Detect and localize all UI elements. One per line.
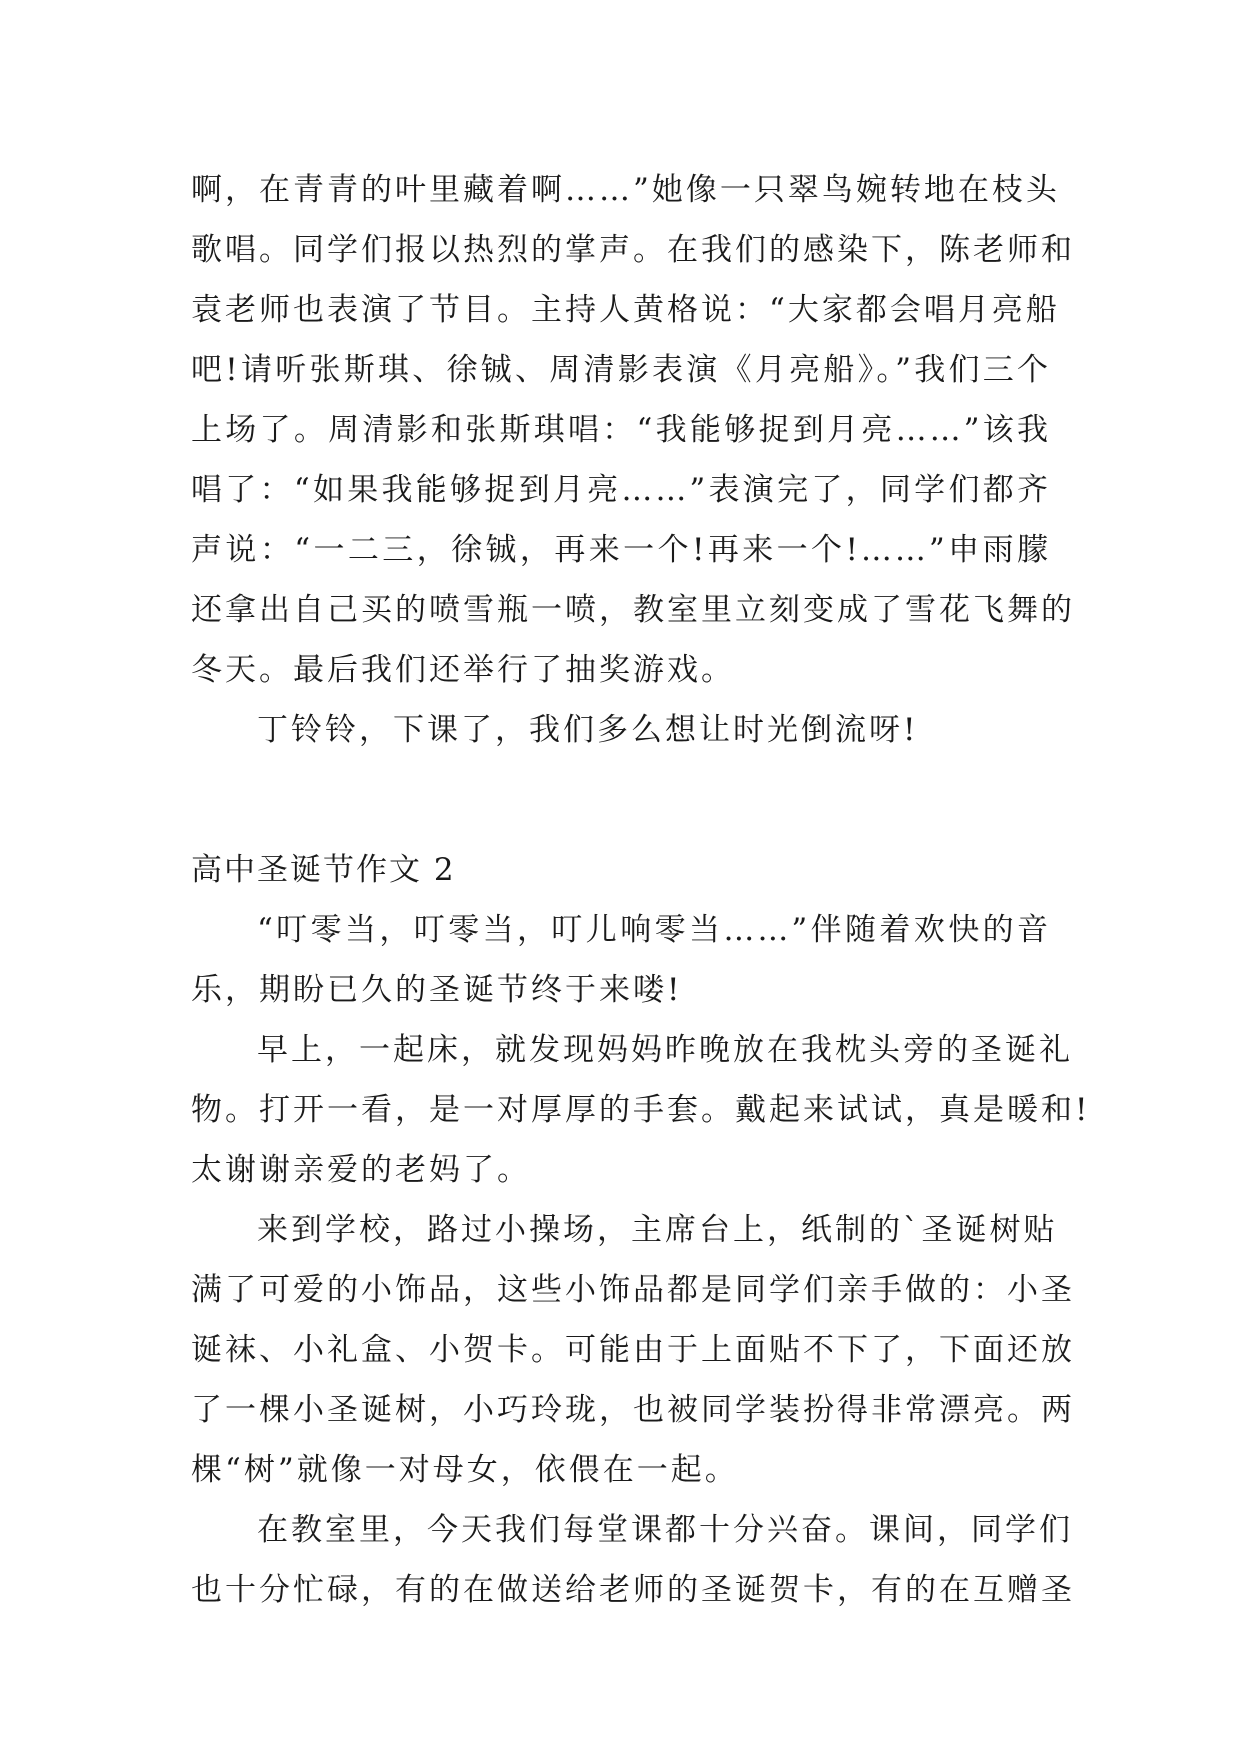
- text-line: 乐，期盼已久的圣诞节终于来喽!: [191, 972, 683, 1008]
- text-line: 来到学校，路过小操场，主席台上，纸制的`圣诞树贴: [257, 1212, 1058, 1248]
- paragraph: [191, 1020, 1091, 1200]
- text-line: 还拿出自己买的喷雪瓶一喷，教室里立刻变成了雪花飞舞的: [191, 592, 1075, 628]
- text-line: 棵“树”就像一对母女，依偎在一起。: [191, 1452, 739, 1488]
- text-line: 也十分忙碌，有的在做送给老师的圣诞贺卡，有的在互赠圣: [191, 1572, 1075, 1608]
- text-line: 物。打开一看，是一对厚厚的手套。戴起来试试，真是暖和!: [191, 1092, 1091, 1128]
- text-line: 了一棵小圣诞树，小巧玲珑，也被同学装扮得非常漂亮。两: [191, 1392, 1075, 1428]
- text-line: 早上，一起床，就发现妈妈昨晚放在我枕头旁的圣诞礼: [257, 1032, 1073, 1068]
- text-line: 太谢谢亲爱的老妈了。: [191, 1152, 531, 1188]
- paragraph: [191, 1200, 1075, 1500]
- document-body: [191, 160, 1091, 1620]
- closing-paragraph: 丁铃铃，下课了，我们多么想让时光倒流呀!: [257, 712, 919, 748]
- text-line: 上场了。周清影和张斯琪唱：“我能够捉到月亮……”该我: [191, 412, 1051, 448]
- paragraph: [191, 1500, 1075, 1620]
- text-line: 啊，在青青的叶里藏着啊……”她像一只翠鸟婉转地在枝头: [191, 172, 1060, 208]
- text-line: 唱了：“如果我能够捉到月亮……”表演完了，同学们都齐: [191, 472, 1051, 508]
- text-line: 歌唱。同学们报以热烈的掌声。在我们的感染下，陈老师和: [191, 232, 1075, 268]
- text-line: 满了可爱的小饰品，这些小饰品都是同学们亲手做的：小圣: [191, 1272, 1075, 1308]
- text-line: 冬天。最后我们还举行了抽奖游戏。: [191, 652, 735, 688]
- paragraph-continued: [191, 160, 1075, 700]
- text-line: 在教室里，今天我们每堂课都十分兴奋。课间，同学们: [257, 1512, 1073, 1548]
- text-line: 袁老师也表演了节目。主持人黄格说：“大家都会唱月亮船: [191, 292, 1060, 328]
- text-line: 吧!请听张斯琪、徐铖、周清影表演《月亮船》。”我们三个: [191, 352, 1051, 388]
- text-line: 诞袜、小礼盒、小贺卡。可能由于上面贴不下了，下面还放: [191, 1332, 1075, 1368]
- section-gap: [191, 760, 1051, 840]
- section-heading: 高中圣诞节作文 2: [191, 852, 456, 888]
- text-line: 声说：“一二三，徐铖，再来一个!再来一个!……”申雨朦: [191, 532, 1051, 568]
- paragraph: [191, 900, 1051, 1020]
- text-line: “叮零当，叮零当，叮儿响零当……”伴随着欢快的音: [257, 912, 1051, 948]
